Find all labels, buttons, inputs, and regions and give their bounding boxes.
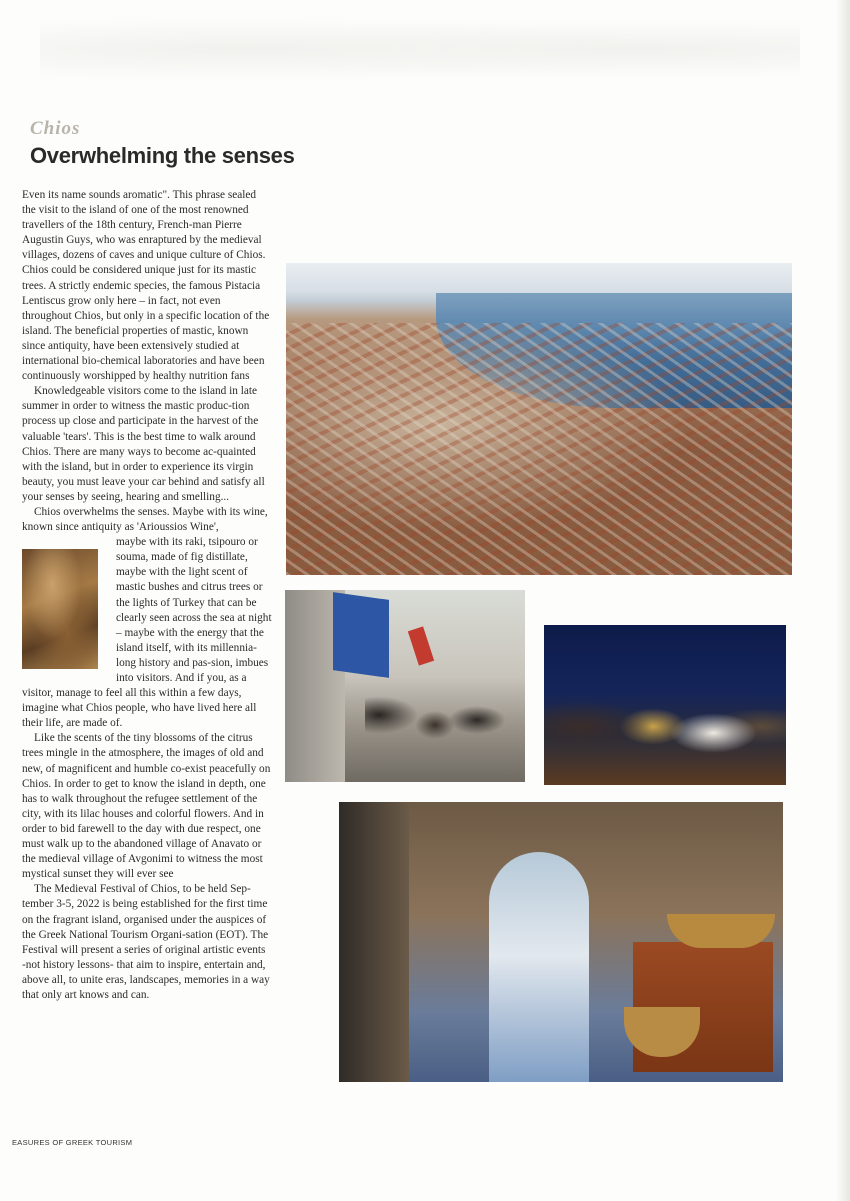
red-banner [408,626,434,665]
paragraph-5: Like the scents of the tiny blossoms of the citrus trees mingle in the atmosphere, the images of old and new, of magnificent and humble co-exist peacefully on Chios. In order to get to know the island in depth, one has to walk throughout the refugee settlement of the city, with its lilac houses and colorful flowers. And in order to bid farewell to the day with due respect, one must walk up to the abandoned village of Anavato or the medieval village of Avgonimi to witness the most mystical sunset they will ever see [22,732,271,881]
town-rooftops [286,323,792,575]
blue-banner [333,592,389,678]
article-body [22,188,272,1003]
page-edge-shadow [836,0,850,1201]
faded-header-graphic [40,18,800,88]
stone-arch [489,852,589,1082]
stage-performance-photo [544,625,786,785]
medieval-parade-photo [285,590,525,782]
paragraph-6: The Medieval Festival of Chios, to be held Sep-tember 3-5, 2022 is being established for the first time on the fragrant island, organised under the auspices of the Greek National Tourism Organi-sation (EOT). The Festival will present a series of original artistic events -not history lessons- that aim to inspire, entertain and, above all, to unite eras, landscapes, memories in a way that only art knows and can. [22,883,270,1001]
paragraph-1: Even its name sounds aromatic". This phrase sealed the visit to the island of one of the most renowned travellers of the 18th century, French-man Pierre Augustin Guys, who was enraptured by the medieval villages, dozens of caves and unique culture of Chios. Chios could be considered unique just for its mastic trees. A strictly endemic species, the famous Pistacia Lentiscus grow only here – in fact, not even throughout Chios, but only in a specific location of the island. The beneficial properties of mastic, known since antiquity, have been extensively studied at international bio-chemical laboratories and have been continuously worshipped by healthy nutrition fans [22,189,270,383]
wicker-basket [667,914,775,948]
parade-figures [365,675,505,775]
doorway-shadow [339,802,409,1082]
footer-running-title: EASURES OF GREEK TOURISM [12,1138,133,1147]
costumed-actors [544,655,786,785]
mastic-tree-photo [22,549,98,669]
page-title: Overwhelming the senses [30,143,295,168]
aerial-town-photo [286,263,792,575]
stone-alley-photo [339,802,783,1082]
section-kicker: Chios [30,118,81,139]
paragraph-3: Chios overwhelms the senses. Maybe with its wine, known since antiquity as 'Arioussios Wine', [22,505,268,534]
paragraph-2: Knowledgeable visitors come to the island in late summer in order to witness the mastic produc-tion process up close and participate in the harvest of the valuable 'tears'. This is the best time to walk around Chios. There are many ways to become ac-quainted with the island, but in order to experience its virgin beauty, you must leave your car behind and satisfy all your senses by seeing, hearing and smelling... [22,385,265,503]
paragraph-4: maybe with its raki, tsipouro or souma, made of fig distillate, maybe with the light scent of mastic bushes and citrus trees or the lights of Turkey that can be clearly seen across the sea at night – maybe with the energy that the island itself, with its millennia-long history and pas-sion, imbues into visitors. And if you, as a visitor, manage to feel all this within a few days, imagine what Chios people, who have lived here all their life, are made of. [22,536,272,730]
